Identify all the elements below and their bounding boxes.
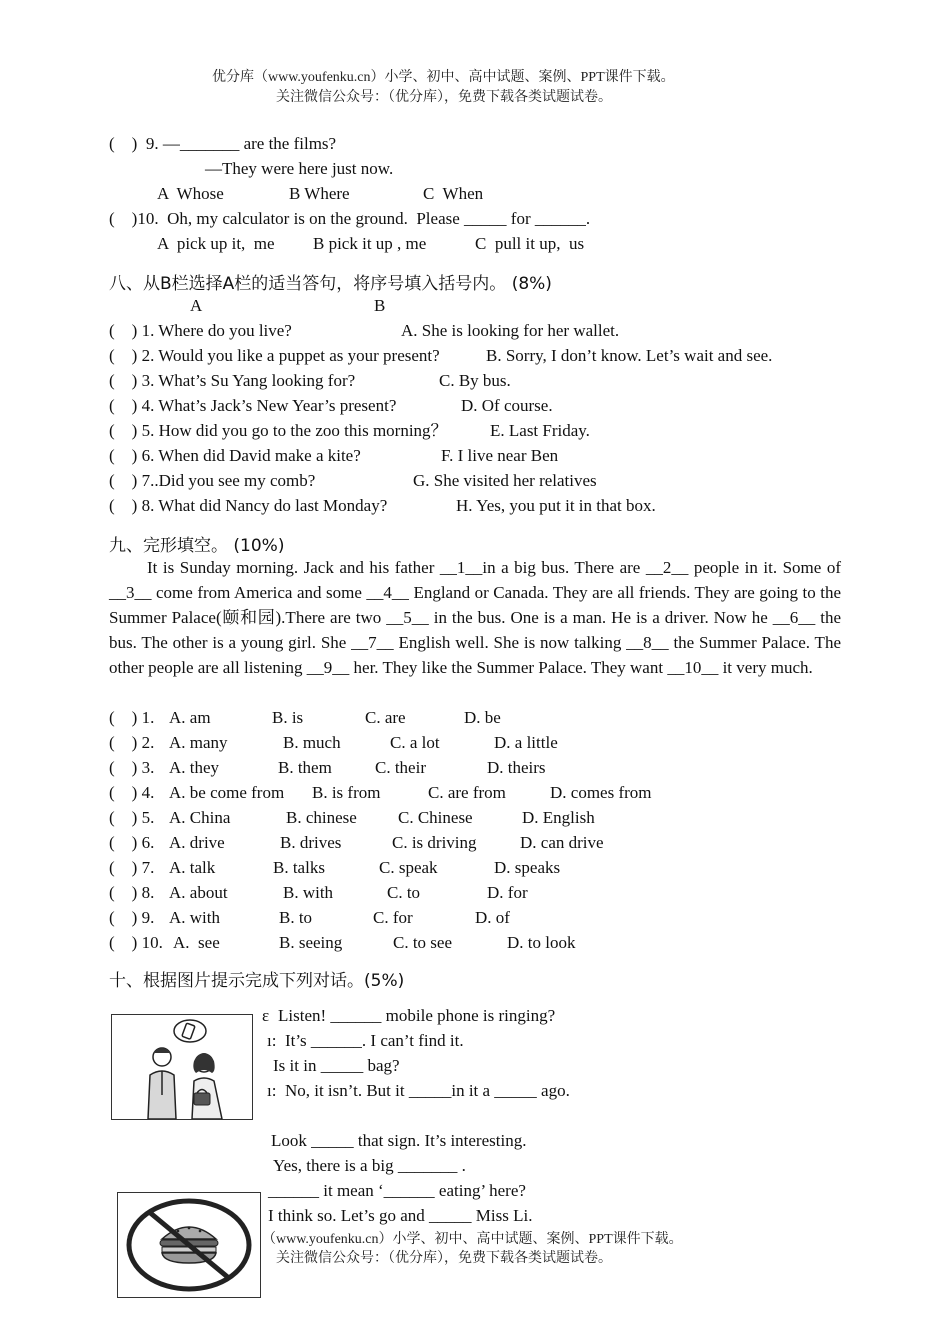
question-10: ( )10. Oh, my calculator is on the ground. Please _____ for ______. xyxy=(109,209,591,228)
cloze-option-a: A. China xyxy=(169,808,231,827)
column-b-label: B xyxy=(374,296,386,315)
dialog-1-line-1: Listen! ______ mobile phone is ringing? xyxy=(278,1006,556,1025)
match-question-6: ( ) 6. When did David make a kite? xyxy=(109,446,361,465)
match-answer-c: C. By bus. xyxy=(439,371,511,390)
cloze-option-a: A. drive xyxy=(169,833,225,852)
header-line-1: 优分库（www.youfenku.cn）小学、初中、高中试题、案例、PPT课件下载。 xyxy=(212,70,675,85)
cloze-option-a: A. see xyxy=(173,933,220,952)
section-9-title: 九、完形填空。 (10%) xyxy=(109,536,285,556)
cloze-option-c: C. for xyxy=(373,908,413,927)
dialog-1-line-3: Is it in _____ bag? xyxy=(273,1056,400,1075)
dialog-2-line-2: Yes, there is a big _______ . xyxy=(273,1156,466,1175)
cloze-option-c: C. are xyxy=(365,708,406,727)
match-answer-g: G. She visited her relatives xyxy=(413,471,597,490)
cloze-option-b: B. them xyxy=(278,758,332,777)
cloze-question-number: ( ) 5. xyxy=(109,808,155,827)
cloze-option-d: D. of xyxy=(475,908,510,927)
dialog-2-line-3: ______ it mean ‘______ eating’ here? xyxy=(268,1181,526,1200)
cloze-question-number: ( ) 8. xyxy=(109,883,155,902)
cloze-option-a: A. am xyxy=(169,708,211,727)
cloze-question-number: ( ) 3. xyxy=(109,758,155,777)
cloze-option-d: D. theirs xyxy=(487,758,546,777)
cloze-option-a: A. about xyxy=(169,883,228,902)
column-a-label: A xyxy=(190,296,203,315)
match-question-3: ( ) 3. What’s Su Yang looking for? xyxy=(109,371,356,390)
cloze-option-c: C. Chinese xyxy=(398,808,473,827)
question-9-option-b: B Where xyxy=(289,184,350,203)
cloze-question-number: ( ) 1. xyxy=(109,708,155,727)
question-10-option-b: B pick it up , me xyxy=(313,234,427,253)
cloze-passage: It is Sunday morning. Jack and his father __1__in a big bus. There are __2__ people in it. Some of __3__ come from America and some __4__ England or Canada. They are all friends. They are going to the Summer Palace(颐和园).There are two __5__ in the bus. One is a man. He is a driver. Now he __6__ the bus. The other is a young girl. She __7__ English well. She is now talking __8__ the Summer Palace. The other people are all listening __9__ her. They like the Summer Palace. They want __10__ it very much. xyxy=(109,558,841,677)
cloze-option-c: C. is driving xyxy=(392,833,477,852)
question-10-option-a: A pick up it, me xyxy=(157,234,275,253)
cloze-option-c: C. are from xyxy=(428,783,506,802)
cloze-option-b: B. much xyxy=(283,733,341,752)
cloze-option-b: B. with xyxy=(283,883,334,902)
cloze-option-b: B. is from xyxy=(312,783,381,802)
cloze-option-b: B. to xyxy=(279,908,313,927)
match-answer-b: B. Sorry, I don’t know. Let’s wait and see. xyxy=(486,346,773,365)
cloze-option-a: A. talk xyxy=(169,858,216,877)
cloze-option-a: A. they xyxy=(169,758,220,777)
header-line-2: 关注微信公众号：（优分库），免费下载各类试题试卷。 xyxy=(276,90,612,105)
cloze-question-number: ( ) 7. xyxy=(109,858,155,877)
dialog-2-line-4: I think so. Let’s go and _____ Miss Li. xyxy=(268,1206,533,1225)
match-answer-a: A. She is looking for her wallet. xyxy=(401,321,620,340)
dialog-2-line-1: Look _____ that sign. It’s interesting. xyxy=(271,1131,527,1150)
cloze-option-d: D. be xyxy=(464,708,501,727)
question-9-reply: —They were here just now. xyxy=(205,159,394,178)
match-question-4: ( ) 4. What’s Jack’s New Year’s present? xyxy=(109,396,397,415)
match-question-7: ( ) 7..Did you see my comb? xyxy=(109,471,316,490)
cloze-option-c: C. speak xyxy=(379,858,438,877)
dialog-1-line-2: ı: It’s ______. I can’t find it. xyxy=(267,1031,464,1050)
question-9: ( ) 9. —_______ are the films? xyxy=(109,134,337,153)
question-9-option-c: C When xyxy=(423,184,484,203)
cloze-option-d: D. comes from xyxy=(550,783,652,802)
section-10-title: 十、根据图片提示完成下列对话。(5%) xyxy=(109,971,405,991)
cloze-question-number: ( ) 2. xyxy=(109,733,155,752)
cloze-option-a: A. many xyxy=(169,733,228,752)
footer-line-1: （www.youfenku.cn）小学、初中、高中试题、案例、PPT课件下载。 xyxy=(262,1232,683,1247)
footer-line-2: 关注微信公众号：（优分库），免费下载各类试题试卷。 xyxy=(276,1251,612,1266)
cloze-option-a: A. with xyxy=(169,908,220,927)
cloze-option-d: D. speaks xyxy=(494,858,561,877)
cloze-option-d: D. English xyxy=(522,808,595,827)
match-answer-e: E. Last Friday. xyxy=(490,421,590,440)
cloze-option-c: C. to xyxy=(387,883,421,902)
dialog-1-line-1-marker: ε xyxy=(262,1006,270,1025)
no-eating-sign-icon xyxy=(118,1193,260,1297)
couple-phone-picture xyxy=(111,1014,253,1120)
match-answer-h: H. Yes, you put it in that box. xyxy=(456,496,656,515)
cloze-option-d: D. can drive xyxy=(520,833,604,852)
cloze-question-number: ( ) 6. xyxy=(109,833,155,852)
match-answer-d: D. Of course. xyxy=(461,396,553,415)
cloze-option-b: B. talks xyxy=(273,858,325,877)
question-10-option-c: C pull it up, us xyxy=(475,234,585,253)
section-8-title: 八、从B栏选择A栏的适当答句，将序号填入括号内。 (8%) xyxy=(109,274,552,294)
cloze-option-b: B. seeing xyxy=(279,933,343,952)
match-question-8: ( ) 8. What did Nancy do last Monday? xyxy=(109,496,388,515)
cloze-option-d: D. for xyxy=(487,883,528,902)
cloze-option-c: C. to see xyxy=(393,933,453,952)
cloze-option-b: B. drives xyxy=(280,833,342,852)
match-question-5: ( ) 5. How did you go to the zoo this morning？ xyxy=(109,421,448,440)
cloze-question-number: ( ) 9. xyxy=(109,908,155,927)
cloze-option-b: B. chinese xyxy=(286,808,357,827)
no-eating-sign-picture xyxy=(117,1192,261,1298)
cloze-option-c: C. a lot xyxy=(390,733,440,752)
couple-phone-illustration xyxy=(112,1015,252,1119)
cloze-option-c: C. their xyxy=(375,758,426,777)
dialog-1-line-4: ı: No, it isn’t. But it _____in it a _____ ago. xyxy=(267,1081,570,1100)
match-question-1: ( ) 1. Where do you live? xyxy=(109,321,292,340)
cloze-question-number: ( ) 4. xyxy=(109,783,155,802)
cloze-option-d: D. a little xyxy=(494,733,558,752)
cloze-option-d: D. to look xyxy=(507,933,576,952)
match-answer-f: F. I live near Ben xyxy=(441,446,559,465)
cloze-option-b: B. is xyxy=(272,708,304,727)
match-question-2: ( ) 2. Would you like a puppet as your present? xyxy=(109,346,440,365)
cloze-option-a: A. be come from xyxy=(169,783,285,802)
cloze-question-number: ( ) 10. xyxy=(109,933,163,952)
question-9-option-a: A Whose xyxy=(157,184,224,203)
